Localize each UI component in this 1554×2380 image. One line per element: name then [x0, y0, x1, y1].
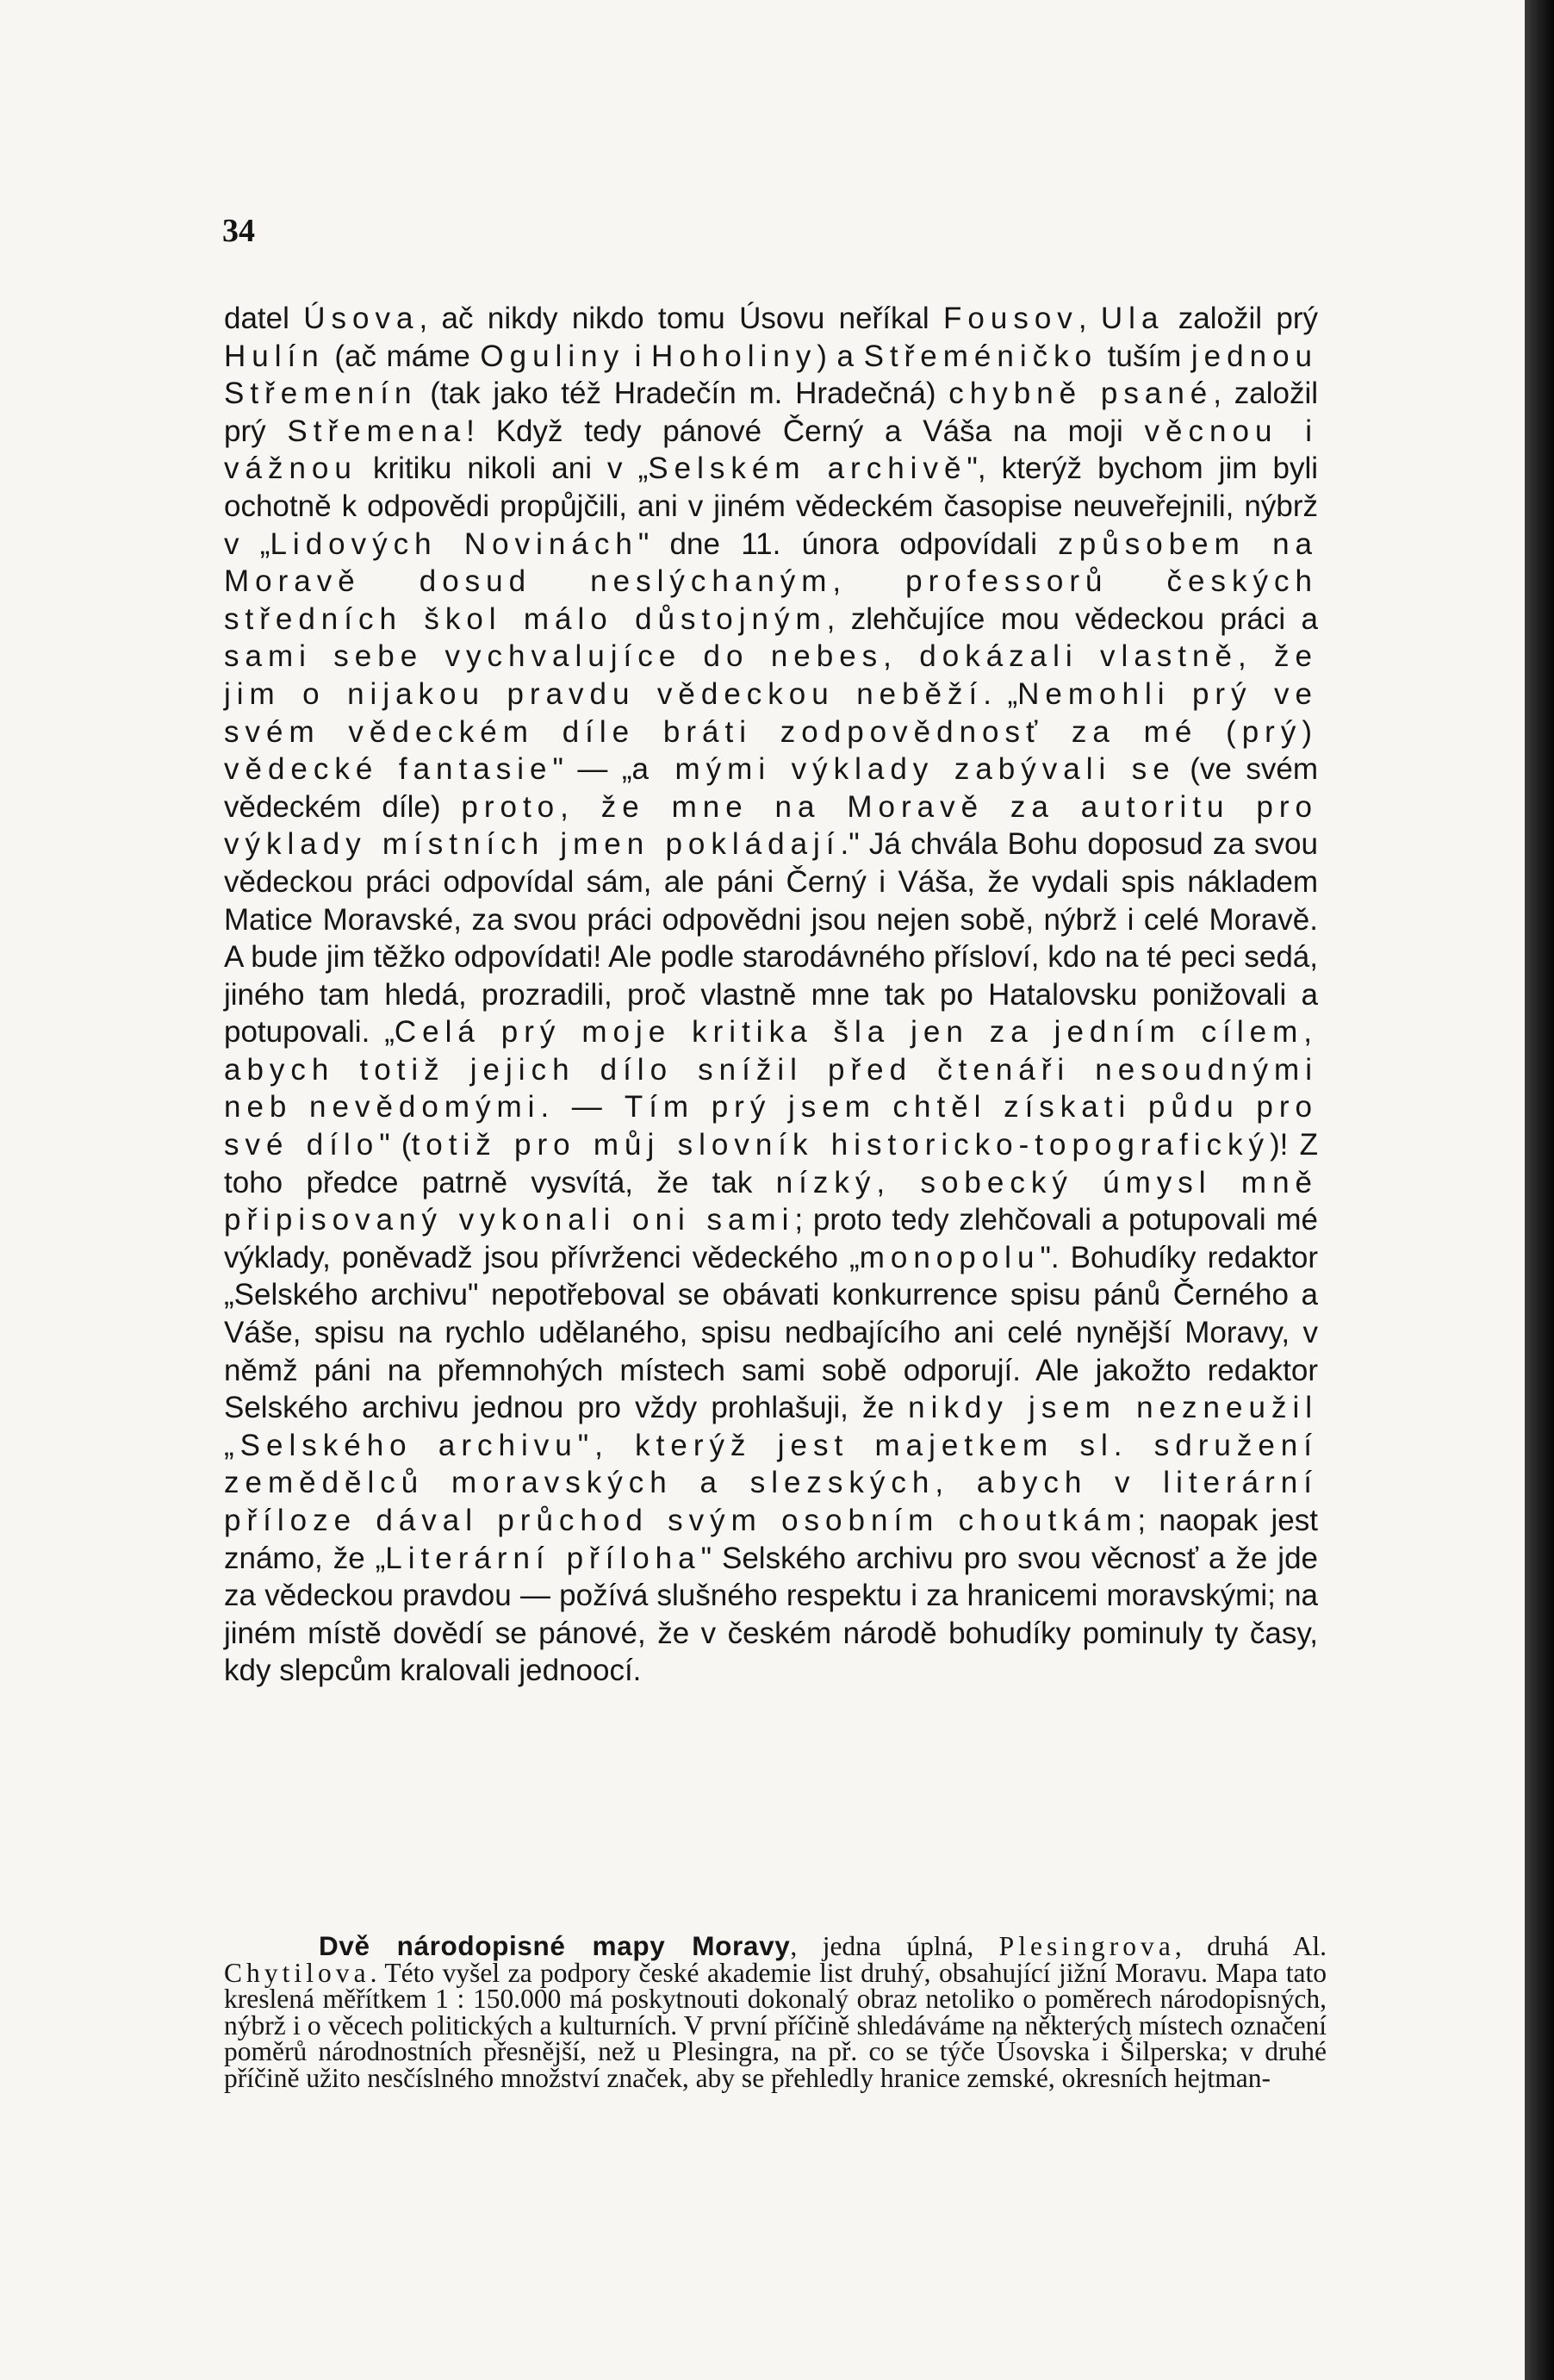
- text-run: ; naopak jest známo, že „: [224, 1504, 1319, 1575]
- text-run: , ač nikdy nikdo tomu Úsovu neříkal: [419, 302, 944, 335]
- emphasis-run: Plesingrova: [998, 1931, 1175, 1961]
- text-run: ) a: [817, 339, 864, 373]
- text-run: " Selského archivu pro svou věcnosť a že jde za vědeckou pravdou — požívá slušného respektu i za hranicemi moravskými; na jiném místě dovědí se pánové, že v českém národě bohudíky pominuly ty časy, kdy slepcům kralovali jednoocí.: [224, 1541, 1318, 1688]
- emphasis-run: Hoholiny: [651, 339, 817, 373]
- emphasis-run: Střeméničko: [863, 339, 1098, 373]
- emphasis-run: Lidových Novinách: [270, 526, 638, 561]
- text-run: ,: [1078, 302, 1101, 335]
- emphasis-run: Hulín: [224, 339, 325, 373]
- emphasis-run: a mými výklady zabývali se: [631, 752, 1176, 787]
- text-run: ! Když tedy pánové Černý a Váša na moji: [466, 414, 1145, 448]
- emphasis-run: monopolu: [859, 1240, 1041, 1274]
- emphasis-run: věcnou i vážnou: [224, 414, 1318, 486]
- text-run: " — „: [552, 752, 632, 787]
- text-run: založil prý: [1164, 302, 1318, 335]
- emphasis-run: Selském archivě: [648, 452, 967, 486]
- emphasis-run: nízký, sobecký úmysl mně připisovaný vykonali oni sami: [224, 1165, 1319, 1237]
- page-number: 34: [222, 213, 255, 249]
- text-run: , druhá Al.: [1174, 1931, 1327, 1961]
- text-run: , založil prý: [224, 377, 1318, 448]
- emphasis-run: Střemena: [287, 414, 467, 448]
- text-run: tuším: [1097, 339, 1191, 373]
- text-run: ; proto tedy zlehčovali a potupovali mé výklady, poněvadž jsou přívrženci vědeckého „: [224, 1203, 1318, 1274]
- body-paragraph: [224, 300, 1318, 1690]
- text-run: i: [625, 339, 652, 373]
- emphasis-run: jednou Střemenín: [224, 339, 1318, 411]
- emphasis-run: Fousov: [943, 302, 1078, 335]
- text-run: kritiku nikoli ani v „: [357, 452, 649, 486]
- emphasis-run: proto, že mne na Moravě za autoritu pro výklady místních jmen pokládají: [224, 789, 1318, 862]
- emphasis-run: chybně psané: [948, 377, 1214, 411]
- emphasis-run: nikdy jsem nezneužil „Selského archivu", kterýž jest majetkem sl. sdružení zemědělců moravských a slezských, abych v literární příloze dával průchod svým osobním choutkám: [224, 1391, 1318, 1537]
- text-run: ". Bohudíky redaktor „Selského archivu" nepotřeboval se obávati konkurrence spisu pánů Černého a Váše, spisu na rychlo udělaného, spisu nedbajícího ani celé nynější Moravy, v němž páni na přemnohých místech sami sobě odporují. Ale jakožto redaktor Selského archivu jednou pro vždy prohlašuji, že: [224, 1240, 1318, 1425]
- emphasis-run: Chytilova: [224, 1957, 370, 1988]
- emphasis-run: totiž pro můj slovník historicko-topografický: [411, 1128, 1270, 1162]
- text-run: ." Já chvála Bohu doposud za svou vědeckou práci odpovídal sám, ale páni Černý i Váša, že vydali spis nákladem Matice Moravské, za svou práci odpovědni jsou nejen sobě, nýbrž i celé Moravě. A bude jim těžko odpovídati! Ale podle starodávného přísloví, kdo na té peci sedá, jiného tam hledá, prozradili, proč vlastně mne tak po Hatalovsku ponižovali a potupovali. „: [224, 827, 1318, 1050]
- text-run: ", kterýž bychom jim byli ochotně k odpovědi propůjčili, ani v jiném vědeckém časopise neuveřejnili, nýbrž v „: [224, 452, 1319, 561]
- text-run: , zlehčujíce mou vědeckou práci a: [826, 601, 1318, 636]
- text-run: )! Z toho předce patrně vysvítá, že tak: [224, 1128, 1319, 1199]
- text-run: " dne 11. února odpovídali: [637, 526, 1059, 561]
- emphasis-run: Celá prý moje kritika šla jen za jedním cílem, abych totiž jejich dílo snížil před čtenáři nesoudnými neb nevědomými. — Tím prý jsem chtěl získati půdu pro své dílo: [224, 1015, 1319, 1162]
- emphasis-run: Literární příloha: [385, 1541, 701, 1575]
- text-run: (ve svém vědeckém díle): [224, 752, 1318, 824]
- emphasis-run: Nemohli prý ve svém vědeckém díle bráti zodpovědnosť za mé (prý) vědecké fantasie: [224, 676, 1318, 787]
- text-run: " (: [379, 1128, 412, 1162]
- emphasis-run: Oguliny: [480, 339, 625, 373]
- text-run: (tak jako též Hradečín m. Hradečná): [417, 377, 949, 411]
- text-run: , jedna úplná,: [790, 1931, 999, 1961]
- emphasis-run: sami sebe vychvalujíce do nebes, dokázali vlastně, že jim o nijakou pravdu vědeckou neběží: [224, 639, 1318, 711]
- notice-title: Dvě národopisné mapy Moravy: [319, 1930, 791, 1961]
- emphasis-run: způsobem na Moravě dosud neslýchaným, professorů českých středních škol málo důstojným: [224, 526, 1319, 636]
- text-run: datel: [224, 302, 304, 335]
- page-edge-shadow: [1525, 0, 1554, 2380]
- text-run: (ač máme: [324, 339, 481, 373]
- emphasis-run: Ula: [1100, 302, 1165, 335]
- emphasis-run: Úsova: [303, 302, 420, 335]
- notice-paragraph: [224, 1930, 1327, 2093]
- text-run: . „: [983, 676, 1018, 711]
- text-run: . Této vyšel za podpory české akademie list druhý, obsahující jižní Moravu. Mapa tato kreslená měřítkem 1 : 150.000 má poskytnouti dokonalý obraz netoliko o poměrech národopisných, nýbrž i o věcech politických a kulturních. V první příčině shledáváme na některých místech označení poměrů národnostních přesnější, než u Plesingra, na př. co se týče Úsovska i Šilperska; v druhé příčině užito nesčíslného množství značek, aby se přehledly hranice zemské, okresních hejtman-: [224, 1957, 1327, 2093]
